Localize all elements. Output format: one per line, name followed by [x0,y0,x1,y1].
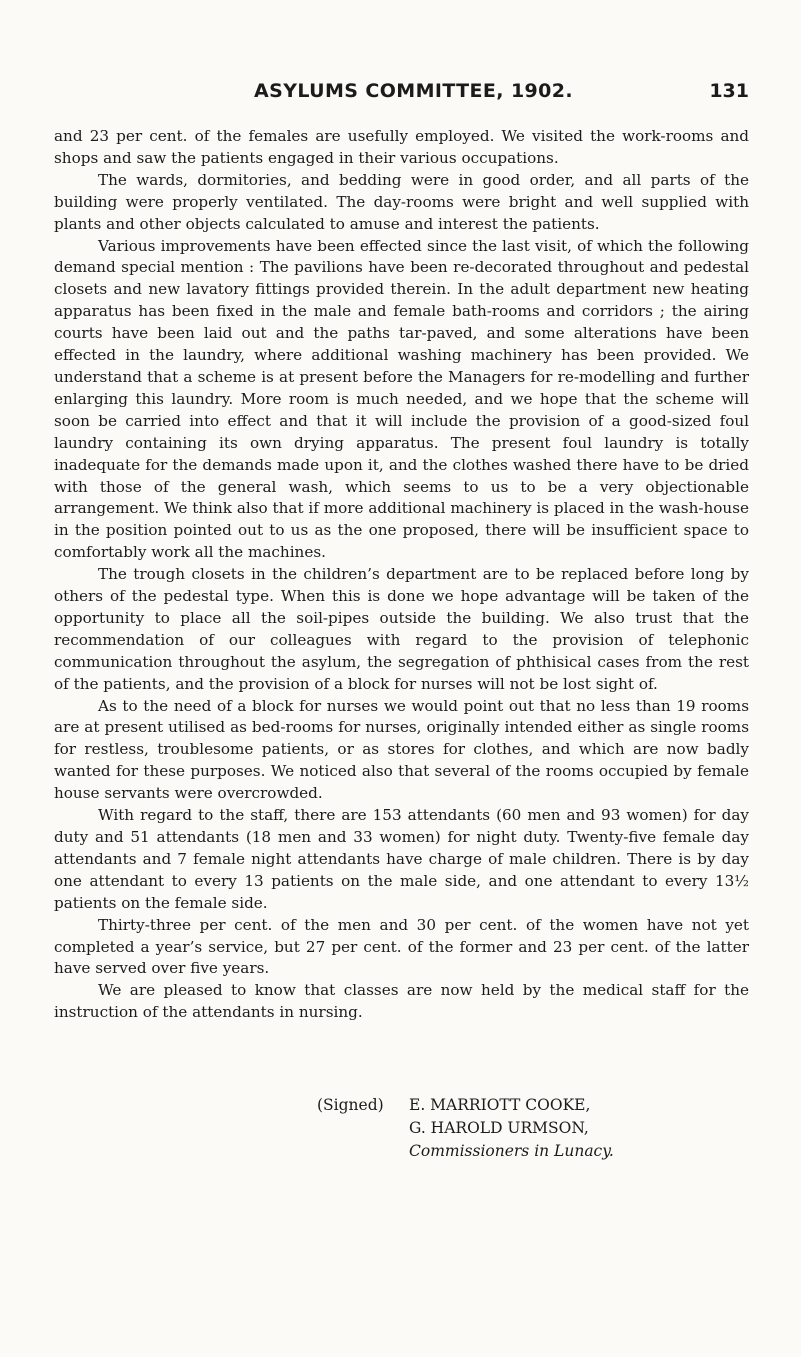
signatory-name-2: G. HAROLD URMSON, [409,1119,589,1137]
paragraph-8: We are pleased to know that classes are now held by the medical staff for the instruction of the attendants in nursing. [54,981,749,1022]
paragraph-5: As to the need of a block for nurses we would point out that no less than 19 rooms are at present utilised as bed-rooms for nurses, originally intended either as single rooms for restless, troublesome patients, or as stores for clothes, and which are now badly wanted for these purposes. We noticed also that several of the rooms occupied by female house servants were overcrowded. [54,696,749,803]
page-number: 131 [709,80,749,102]
paragraph-7: Thirty-three per cent. of the men and 30 per cent. of the women have not yet completed a year’s service, but 27 per cent. of the former and 23 per cent. of the latter have served over five years. [54,915,749,978]
paragraph-3: Various improvements have been effected since the last visit, of which the following demand special mention : The pavilions have been re-decorated throughout and pedestal closets and new lavatory fittings provided therein. In the adult department new heating apparatus has been fixed in the male and female bath-rooms and corridors ; the airing courts have been laid out and the paths tar-paved, and some alterations have been effected in the laundry, where additional washing machinery has been provided. We understand that a scheme is at present before the Managers for re-modelling and further enlarging this laundry. More room is much needed, and we hope that the scheme will soon be carried into effect and that it will include the provision of a good-sized foul laundry containing its own drying apparatus. The present foul laundry is totally inadequate for the demands made upon it, and the clothes washed there have to be dried with those of the general wash, which seems to us to be a very objectionable arrangement. We think also that if more additional machinery is placed in the wash-house in the position pointed out to us as the one proposed, there will be insufficient space to comfortably work all the machines. [54,236,749,562]
paragraph-2: The wards, dormitories, and bedding were in good order, and all parts of the building were properly ventilated. The day-rooms were bright and well supplied with plants and other objects calculated to amuse and interest the patients. [54,170,749,233]
body-text [54,126,749,1024]
signatory-name-1: E. MARRIOTT COOKE, [409,1096,591,1114]
signature-row-1 [317,1094,757,1117]
signature-block [317,1094,757,1163]
paragraph-6: With regard to the staff, there are 153 attendants (60 men and 93 women) for day duty and 51 attendants (18 men and 33 women) for night duty. Twenty-five female day attendants and 7 female night attendants have charge of male children. There is by day one attendant to every 13 patients on the male side, and one attendant to every 13½ patients on the female side. [54,806,749,912]
document-page [54,0,749,1357]
signatory-title: Commissioners in Lunacy. [409,1142,614,1160]
page-header [54,80,749,110]
paragraph-1: and 23 per cent. of the females are usefully employed. We visited the work-rooms and shops and saw the patients engaged in their various occupations. [54,127,749,167]
running-title: ASYLUMS COMMITTEE, 1902. [254,80,574,102]
paragraph-4: The trough closets in the children’s department are to be replaced before long by others of the pedestal type. When this is done we hope advantage will be taken of the opportunity to place all the soil-pipes outside the building. We also trust that the recommendation of our colleagues with regard to the provision of telephonic communication throughout the asylum, the segregation of phthisical cases from the rest of the patients, and the provision of a block for nurses will not be lost sight of. [54,565,749,693]
signed-label: (Signed) [317,1096,384,1114]
